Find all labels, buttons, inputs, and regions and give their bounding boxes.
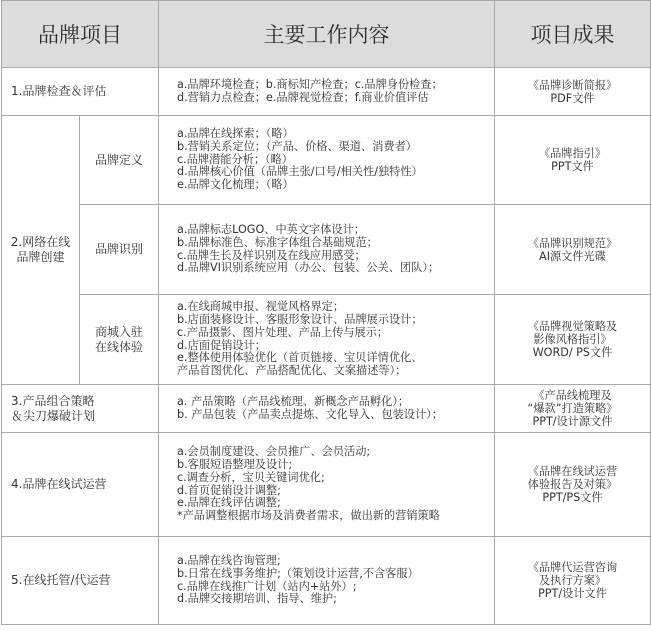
content-line: b.客服短语整理及设计;: [177, 457, 293, 471]
result-line: 《产品线梳理及: [533, 389, 612, 402]
content-line: *产品调整根据市场及消费者需求，做出新的营销策略: [177, 509, 440, 523]
table-row-product-strategy: [2, 385, 651, 433]
result-line: 《品牌诊断简报》: [527, 78, 618, 92]
content-brand-identity: [159, 205, 495, 295]
content-line: d.品牌核心价值（品牌主张/口号/相关性/独特性）: [177, 165, 423, 179]
content-line: a.会员制度建设、会员推广、会员活动;: [177, 444, 371, 458]
result-line: WORD/ PS文件: [532, 346, 613, 359]
header-result: 项目成果: [495, 1, 651, 68]
content-line: e.品牌文化梳理；（略）: [177, 178, 294, 192]
result-brand-check: [495, 68, 651, 116]
content-line: a.品牌在线咨询管理;: [177, 553, 281, 567]
content-line: b.品牌标准色、标准字体组合基础规范；: [177, 235, 378, 249]
content-line: b. 产品包装（产品卖点提炼、文化导入、包装设计）；: [177, 407, 443, 421]
content-hosted-operation: [159, 537, 495, 625]
content-trial-operation: [159, 433, 495, 537]
table-row-brand-check: [2, 68, 651, 116]
content-brand-definition: [159, 116, 495, 205]
content-line: a.在线商城申报、视觉风格界定；: [177, 299, 345, 313]
sub-line: 在线体验: [94, 339, 143, 354]
result-line: 《品牌指引》: [538, 147, 607, 160]
content-line: e.整体使用体验优化（首页链接、宝贝详情优化、: [177, 351, 423, 365]
result-brand-definition: [495, 116, 651, 205]
sub-brand-identity: 品牌识别: [80, 205, 159, 295]
phase-brand-check: 1.品牌检查＆评估: [2, 68, 159, 116]
result-brand-identity: [495, 205, 651, 295]
result-line: 《品牌在线试运营: [527, 465, 618, 478]
phase-line: 品牌创建: [16, 250, 65, 264]
header-content: 主要工作内容: [159, 1, 495, 68]
result-line: 《品牌代运营咨询: [527, 561, 618, 574]
content-line: 产品首图优化、产品搭配优化、文案描述等）；: [177, 364, 407, 378]
phase-trial-operation: 4.品牌在线试运营: [2, 433, 159, 537]
sub-store-experience: [80, 295, 159, 385]
phase-line: ＆尖刀爆破计划: [11, 408, 96, 423]
result-trial-operation: [495, 433, 651, 537]
table-row-store-experience: [2, 295, 651, 385]
content-line: a.品牌在线探索；（略）: [177, 126, 294, 140]
result-line: PPT/设计文件: [538, 587, 607, 600]
content-line: b.日常在线事务维护;（策划设计运营,不含客服）: [177, 566, 419, 580]
content-line: a.品牌标志LOGO、中英文字体设计；: [177, 222, 365, 236]
phase-online-brand-creation: [2, 116, 80, 385]
content-brand-check: [159, 68, 495, 116]
result-line: 体验报告及对策》: [527, 478, 618, 491]
table-row-brand-identity: [2, 205, 651, 295]
result-line: AI源文件光碟: [539, 249, 606, 263]
phase-line: 2.网络在线: [10, 235, 71, 249]
content-line: a. 产品策略（产品线梳理、新概念产品孵化）；: [177, 394, 410, 408]
result-line: “爆款”打造策略》: [527, 402, 618, 415]
result-line: 影像风格指引》: [533, 333, 612, 346]
result-line: PDF文件: [550, 91, 595, 105]
phase-hosted-operation: 5.在线托管/代运营: [2, 537, 159, 625]
result-store-experience: [495, 295, 651, 385]
content-line: e.品牌在线评估调整;: [177, 496, 281, 510]
content-line: d.店面促销设计；: [177, 338, 266, 352]
content-line: c.品牌在线推广计划（站内+站外）;: [177, 579, 357, 593]
result-line: 及执行方案》: [538, 574, 607, 587]
content-line: d.品牌VI识别系统应用（办公、包装、公关、团队）；: [177, 261, 440, 275]
table-header-row: [2, 1, 651, 68]
content-line: d.品牌交接期培训、指导、维护;: [177, 592, 337, 606]
content-line: b.营销关系定位；（产品、价格、渠道、消费者）: [177, 139, 417, 153]
phase-line: 3.产品组合策略: [11, 393, 95, 408]
header-project: 品牌项目: [2, 1, 159, 68]
result-product-strategy: [495, 385, 651, 433]
content-line: c.调查分析，宝贝关键词优化;: [177, 470, 325, 484]
content-line: d.营销力点检查；e.品牌视觉检查；f.商业价值评估: [177, 90, 429, 104]
content-line: a.品牌环境检查；b.商标知产检查；c.品牌身份检查；: [177, 77, 443, 91]
result-line: 《品牌识别规范》: [527, 236, 618, 250]
phase-product-strategy: [2, 385, 159, 433]
content-store-experience: [159, 295, 495, 385]
content-line: c.品牌生长及样识别及在线应用感受；: [177, 248, 366, 262]
content-line: b.店面装修设计、客服形象设计、品牌展示设计；: [177, 312, 423, 326]
result-line: 《品牌视觉策略及: [527, 320, 618, 333]
result-line: PPT/设计源文件: [532, 415, 613, 428]
brand-project-table: [1, 0, 651, 625]
content-line: c.产品摄影、图片处理、产品上传与展示；: [177, 325, 389, 339]
result-hosted-operation: [495, 537, 651, 625]
sub-line: 商城入驻: [94, 324, 143, 339]
table-row-hosted-operation: [2, 537, 651, 625]
table-row-brand-definition: [2, 116, 651, 205]
content-line: d.首页促销设计调整;: [177, 483, 281, 497]
sub-brand-definition: 品牌定义: [80, 116, 159, 205]
result-line: PPT文件: [551, 160, 594, 173]
content-line: c.品牌潜能分析；（略）: [177, 152, 293, 166]
table-row-trial-operation: [2, 433, 651, 537]
result-line: PPT/PS文件: [542, 491, 603, 504]
content-product-strategy: [159, 385, 495, 433]
